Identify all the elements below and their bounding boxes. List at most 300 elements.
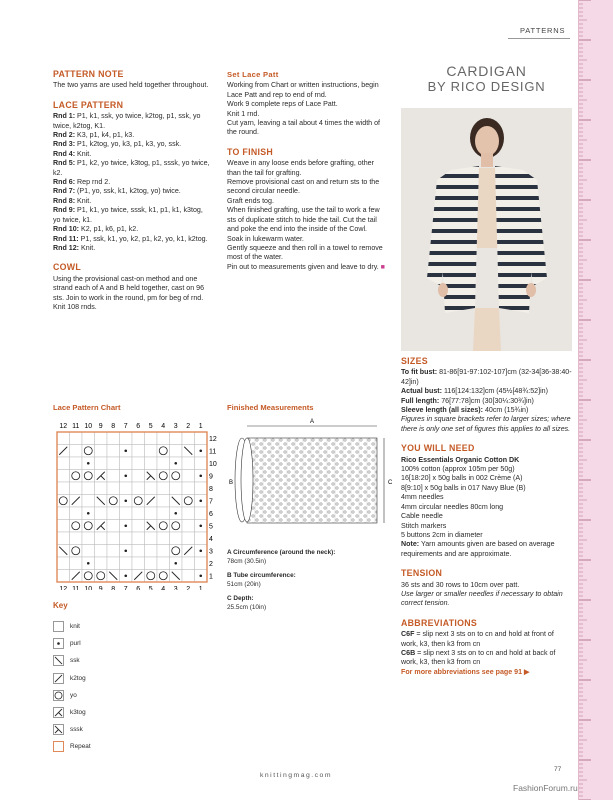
material-item: 16[18:20] x 50g balls in 002 Crème (A) (401, 474, 523, 483)
chart-cell (195, 507, 208, 520)
yarn-name: Rico Essentials Organic Cotton DK (401, 455, 520, 464)
model-photo (401, 108, 572, 351)
size-value: 76[77:78]cm (30[30¼:30¾]in) (439, 396, 534, 405)
chart-cell (107, 457, 120, 470)
chart-col-label: 11 (72, 586, 80, 590)
chart-title: Lace Pattern Chart (53, 403, 121, 412)
dim-b-label: B (229, 480, 234, 486)
chart-cell (157, 545, 170, 558)
chart-cell (157, 532, 170, 545)
measurement-caption (227, 548, 377, 566)
cowl-text-2: Knit 108 rnds. (53, 302, 97, 311)
chart-cell (107, 507, 120, 520)
key-circle-icon (53, 690, 64, 701)
key-label: ssk (70, 657, 80, 665)
lace-row-label: Rnd 6: (53, 178, 76, 187)
left-column (53, 70, 211, 320)
measurement-value: 25.5cm (10in) (227, 604, 267, 611)
chart-symbol-dot (87, 512, 90, 515)
size-line (401, 397, 572, 406)
chart-symbol-dot (87, 462, 90, 465)
chart-symbol-dot (199, 549, 202, 552)
chart-col-label: 8 (111, 586, 116, 590)
chart-cell (145, 532, 158, 545)
lace-row (53, 112, 211, 131)
section-tag-rule (508, 38, 570, 39)
size-label: Full length: (401, 396, 440, 405)
chart-cell (182, 482, 195, 495)
finish-step: Graft ends tog. (227, 196, 274, 205)
chart-row-label: 9 (209, 473, 213, 481)
lace-pattern-rows (53, 112, 211, 253)
page-number: 77 (554, 766, 562, 773)
chart-symbol-dot (124, 574, 127, 577)
key-dot-icon (53, 638, 64, 649)
chart-symbol-dot (174, 512, 177, 515)
chart-cell (57, 532, 70, 545)
chart-cell (182, 570, 195, 583)
finish-step: Pin out to measurements given and leave to dry. ■ (227, 262, 385, 271)
you-will-need-heading: YOU WILL NEED (401, 443, 475, 454)
chart-cell (95, 457, 108, 470)
chart-symbol-dot (124, 549, 127, 552)
key-label: yo (70, 691, 77, 699)
chart-cell (170, 482, 183, 495)
size-line (401, 387, 572, 396)
chart-row-label: 12 (209, 435, 217, 443)
key-label: k3tog (70, 709, 86, 717)
size-value: 116[124:132]cm (45½[48¾:52]in) (442, 387, 548, 396)
chart-cell (132, 557, 145, 570)
lace-row (53, 235, 211, 244)
size-line (401, 406, 572, 415)
chart-col-label: 6 (136, 423, 141, 430)
material-item: Stitch markers (401, 521, 447, 530)
chart-cell (132, 482, 145, 495)
key-repeat-icon (53, 741, 64, 752)
chart-cell (145, 482, 158, 495)
chart-cell (82, 545, 95, 558)
key-sssk-icon (53, 724, 64, 735)
chart-cell (157, 495, 170, 508)
lace-row-label: Rnd 11: (53, 234, 79, 243)
sizes-lines (401, 368, 572, 415)
key-item (53, 721, 91, 738)
chart-cell (195, 482, 208, 495)
to-finish-heading: TO FINISH (227, 146, 274, 157)
abbreviations-heading: ABBREVIATIONS (401, 617, 478, 628)
chart-cell (95, 445, 108, 458)
chart-cell (132, 545, 145, 558)
chart-cell (195, 557, 208, 570)
cardigan-illustration (401, 108, 572, 351)
lace-row (53, 187, 211, 196)
chart-cell (120, 507, 133, 520)
chart-row-label: 2 (209, 560, 213, 568)
materials-list (401, 465, 572, 540)
lace-row-text: Knit. (75, 196, 92, 205)
chart-cell (107, 520, 120, 533)
abbreviation-label: C6F (401, 630, 415, 639)
chart-cell (120, 457, 133, 470)
chart-cell (82, 482, 95, 495)
chart-symbol-dot (87, 562, 90, 565)
measurement-value: 78cm (30.5in) (227, 558, 267, 565)
abbreviation-text: = slip next 3 sts on to cn and hold at back of work, k3, then k3 from cn (401, 648, 556, 667)
lace-row-text: P1, k1, yo twice, sssk, k1, p1, k1, k3tog, yo twice, k1. (53, 206, 203, 224)
lace-row (53, 178, 211, 187)
pattern-note-heading: PATTERN NOTE (53, 69, 124, 79)
chart-cell (132, 432, 145, 445)
lace-row-text: Knit. (75, 149, 92, 158)
lace-row-text: P1, k1, ssk, yo twice, k2tog, p1, ssk, yo twice, k2tog, K1. (53, 112, 201, 130)
finish-step: Weave in any loose ends before grafting, other than the tail for grafting. (227, 159, 374, 177)
to-finish-lines (227, 159, 387, 272)
chart-col-label: 10 (84, 423, 93, 430)
chart-cell (57, 457, 70, 470)
lace-row-label: Rnd 7: (53, 187, 76, 196)
key-title: Key (53, 601, 68, 610)
size-label: Actual bust: (401, 387, 442, 396)
chart-symbol-dot (199, 524, 202, 527)
finished-measurements-diagram (227, 418, 392, 543)
chart-symbol-dot (124, 449, 127, 452)
chart-cell (182, 557, 195, 570)
lace-row-text: Knit. (79, 243, 96, 252)
chart-row-label: 8 (209, 485, 213, 493)
key-blank-icon (53, 621, 64, 632)
more-abbreviations-link[interactable] (401, 668, 572, 677)
chart-symbol-dot (174, 462, 177, 465)
lace-row-label: Rnd 3: (53, 140, 76, 149)
lace-pattern-heading: LACE PATTERN (53, 99, 124, 110)
finished-measurements-captions (227, 548, 377, 617)
chart-cell (57, 570, 70, 583)
measurement-value: 51cm (20in) (227, 581, 261, 588)
chart-cell (145, 545, 158, 558)
chart-cell (107, 557, 120, 570)
chart-col-label: 11 (72, 423, 80, 430)
chart-symbol-dot (124, 499, 127, 502)
chart-cell (107, 482, 120, 495)
lace-row-label: Rnd 9: (53, 206, 76, 215)
tube-opening (241, 438, 253, 522)
ruler (578, 0, 613, 800)
measurement-label: C Depth: (227, 595, 254, 602)
chart-col-label: 7 (123, 423, 128, 430)
sizes-heading: SIZES (401, 356, 428, 366)
key-k3tog-icon (53, 707, 64, 718)
chart-symbol-dot (199, 574, 202, 577)
size-label: Sleeve length (all sizes): (401, 406, 484, 415)
finish-step: Gently squeeze and then roll in a towel to remove most of the water. (227, 243, 383, 262)
set-lace-text-2: Work 9 complete reps of Lace Patt. (227, 100, 338, 109)
chart-cell (95, 545, 108, 558)
chart-cell (70, 445, 83, 458)
lace-row (53, 206, 211, 225)
chart-cell (182, 432, 195, 445)
pattern-title-line1: CARDIGAN (446, 63, 527, 79)
key-label: k2tog (70, 674, 86, 682)
lace-row-label: Rnd 2: (53, 131, 76, 140)
watermark: FashionForum.ru (513, 783, 578, 793)
chart-cell (57, 432, 70, 445)
arrow-right-icon: ▶ (524, 667, 530, 676)
cowl-heading: COWL (53, 262, 82, 273)
chart-cell (57, 482, 70, 495)
abbreviation-label: C6B (401, 648, 416, 657)
materials-note-label: Note: (401, 540, 420, 549)
lace-row (53, 225, 211, 234)
lace-row (53, 131, 211, 140)
dim-c-label: C (388, 480, 392, 486)
chart-cell (182, 507, 195, 520)
chart-col-label: 2 (186, 586, 191, 590)
pattern-note-text: The two yarns are used held together throughout. (53, 81, 209, 90)
chart-cell (195, 432, 208, 445)
chart-cell (170, 532, 183, 545)
lace-row-text: P1, k2tog, yo, k3, p1, k3, yo, ssk. (75, 140, 182, 149)
chart-cell (70, 532, 83, 545)
chart-cell (82, 532, 95, 545)
key-item (53, 704, 91, 721)
chart-cell (107, 445, 120, 458)
chart-cell (157, 432, 170, 445)
chart-cell (132, 445, 145, 458)
lace-row-text: P1, k2, yo twice, k3tog, p1, sssk, yo twice, k2. (53, 159, 210, 177)
chart-cell (120, 557, 133, 570)
chart-cell (132, 532, 145, 545)
size-label: To fit bust: (401, 368, 438, 377)
chart-symbol-dot (174, 562, 177, 565)
key-item (53, 738, 91, 755)
key-backslash-icon (53, 655, 64, 666)
chart-key (53, 618, 91, 756)
chart-col-label: 3 (173, 423, 178, 430)
chart-cell (157, 482, 170, 495)
chart-cell (170, 432, 183, 445)
lace-row (53, 197, 211, 206)
chart-cell (57, 470, 70, 483)
lace-row-label: Rnd 4: (53, 149, 76, 158)
tension-heading: TENSION (401, 568, 443, 579)
key-item (53, 687, 91, 704)
chart-cell (195, 532, 208, 545)
measurement-caption (227, 571, 377, 589)
finish-step: Soak in lukewarm water. (227, 234, 304, 243)
chart-symbol-dot (124, 524, 127, 527)
chart-cell (132, 457, 145, 470)
material-item: 5 buttons 2cm in diameter (401, 530, 483, 539)
chart-col-label: 4 (161, 423, 166, 430)
section-tag: PATTERNS (520, 26, 566, 35)
chart-cell (107, 532, 120, 545)
chart-row-label: 10 (209, 460, 217, 468)
measurement-label: A Circumference (around the neck): (227, 549, 336, 556)
lace-pattern-chart (53, 418, 218, 590)
chart-cell (70, 482, 83, 495)
chart-cell (145, 507, 158, 520)
abbreviation-text: = slip next 3 sts on to cn and hold at front of work, k3, then k3 from cn (401, 630, 554, 648)
chart-row-label: 11 (209, 448, 217, 456)
chart-cell (182, 520, 195, 533)
chart-cell (170, 445, 183, 458)
footer-url[interactable]: knittingmag.com (260, 772, 332, 779)
key-item (53, 635, 91, 652)
dim-a-label: A (309, 419, 315, 425)
pattern-title (401, 63, 572, 103)
chart-symbol-dot (199, 499, 202, 502)
lace-row-label: Rnd 8: (53, 196, 76, 205)
chart-col-label: 12 (59, 586, 68, 590)
chart-cell (120, 482, 133, 495)
chart-cell (145, 557, 158, 570)
chart-col-label: 2 (186, 423, 191, 430)
chart-cell (57, 557, 70, 570)
middle-column (227, 70, 387, 272)
chart-col-label: 12 (59, 423, 68, 430)
chart-cell (95, 482, 108, 495)
chart-cell (120, 432, 133, 445)
key-label: Repeat (70, 743, 91, 751)
chart-col-label: 5 (148, 586, 153, 590)
chart-cell (145, 432, 158, 445)
chart-cell (70, 507, 83, 520)
key-label: knit (70, 623, 80, 631)
tube-body (247, 438, 377, 523)
chart-cell (95, 557, 108, 570)
chart-cell (132, 470, 145, 483)
lace-row (53, 159, 211, 178)
chart-col-label: 1 (198, 423, 203, 430)
ruler-ticks (579, 0, 613, 800)
lace-row-label: Rnd 5: (53, 159, 76, 168)
more-abbreviations-text: For more abbreviations see page 91 (401, 667, 523, 676)
chart-cell (57, 520, 70, 533)
chart-row-label: 3 (209, 548, 213, 556)
size-value: 81-86[91-97:102-107]cm (32-34[36-38:40-42]in) (401, 368, 572, 386)
chart-symbol-dot (199, 474, 202, 477)
lace-row-label: Rnd 12: (53, 243, 80, 252)
set-lace-text-4: Cut yarn, leaving a tail about 4 times the width of the round. (227, 119, 380, 137)
material-item: 8[9:10] x 50g balls in 017 Navy Blue (B) (401, 483, 526, 492)
key-label: sssk (70, 726, 83, 734)
chart-cell (182, 470, 195, 483)
measurement-label: B Tube circumference: (227, 572, 296, 579)
finish-step: When finished grafting, use the tail to work a few sts of duplicate stitch to hide the tail. Cut the tail and poke the end into the inside of the Cowl. (227, 206, 380, 234)
chart-cell (82, 495, 95, 508)
lace-row (53, 150, 211, 159)
finished-measurements-title: Finished Measurements (227, 403, 314, 412)
abbreviation-item (401, 630, 572, 649)
key-slash-icon (53, 673, 64, 684)
chart-cell (157, 507, 170, 520)
lace-row-label: Rnd 10: (53, 225, 80, 234)
size-line (401, 368, 572, 387)
chart-col-label: 9 (98, 423, 103, 430)
key-item (53, 670, 91, 687)
chart-cell (82, 432, 95, 445)
measurement-caption (227, 594, 377, 612)
size-value: 40cm (15¾in) (483, 406, 529, 415)
chart-cell (182, 532, 195, 545)
chart-cell (132, 507, 145, 520)
chart-cell (95, 507, 108, 520)
chart-col-label: 1 (198, 586, 203, 590)
set-lace-text-1: Working from Chart or written instructions, begin Lace Patt and rep to end of rnd. (227, 81, 379, 99)
sizes-note: Figures in square brackets refer to larger sizes; where there is only one set of figures this applies to all sizes. (401, 415, 571, 433)
chart-row-label: 5 (209, 523, 213, 531)
chart-col-label: 9 (98, 586, 103, 590)
lace-row-text: (P1, yo, ssk, k1, k2tog, yo) twice. (75, 187, 181, 196)
materials-note (401, 540, 572, 559)
chart-cell (145, 457, 158, 470)
set-lace-text-3: Knit 1 rnd. (227, 109, 260, 118)
abbreviation-item (401, 649, 572, 668)
set-lace-heading: Set Lace Patt (227, 70, 279, 79)
chart-cell (120, 532, 133, 545)
chart-cell (145, 445, 158, 458)
lace-row-text: P1, ssk, k1, yo, k2, p1, k2, yo, k1, k2tog. (78, 234, 208, 243)
chart-cell (57, 507, 70, 520)
lace-row-text: K3, p1, k4, p1, k3. (75, 131, 135, 140)
chart-col-label: 6 (136, 586, 141, 590)
abbreviations-list (401, 630, 572, 668)
lace-row (53, 244, 211, 253)
lace-row-text: Rep rnd 2. (75, 178, 111, 187)
chart-col-label: 4 (161, 586, 166, 590)
chart-cell (95, 432, 108, 445)
end-mark-icon: ■ (378, 262, 385, 271)
tension-note: Use larger or smaller needles if necessary to obtain correct tension. (401, 589, 563, 608)
chart-row-label: 7 (209, 498, 213, 506)
chart-cell (195, 457, 208, 470)
chart-cell (70, 432, 83, 445)
key-item (53, 618, 91, 635)
chart-symbol-dot (199, 449, 202, 452)
chart-row-label: 1 (209, 573, 213, 581)
chart-col-label: 10 (84, 586, 93, 590)
key-label: purl (70, 640, 81, 648)
lace-row-label: Rnd 1: (53, 112, 76, 121)
material-item: Cable needle (401, 512, 443, 521)
chart-symbol-dot (124, 474, 127, 477)
pattern-title-line2: BY RICO DESIGN (427, 79, 546, 94)
material-item: 4mm circular needles 80cm long (401, 502, 504, 511)
chart-col-label: 3 (173, 586, 178, 590)
chart-cell (132, 520, 145, 533)
chart-cell (157, 457, 170, 470)
lace-row (53, 140, 211, 149)
finish-step: Remove provisional cast on and return sts to the second circular needle. (227, 178, 380, 196)
tension-text: 36 sts and 30 rows to 10cm over patt. (401, 580, 520, 589)
key-item (53, 652, 91, 669)
materials-note-text: Yarn amounts given are based on average requirements and are approximate. (401, 540, 555, 558)
chart-cell (157, 557, 170, 570)
material-item: 4mm needles (401, 493, 444, 502)
lace-row-text: K2, p1, k6, p1, k2. (79, 225, 139, 234)
chart-row-label: 6 (209, 510, 213, 518)
right-column (401, 357, 572, 677)
chart-row-label: 4 (209, 535, 213, 543)
chart-cell (182, 457, 195, 470)
chart-cell (70, 457, 83, 470)
chart-col-label: 8 (111, 423, 116, 430)
material-item: 100% cotton (approx 105m per 50g) (401, 465, 515, 474)
chart-cell (107, 470, 120, 483)
cowl-text-1: Using the provisional cast-on method and one strand each of A and B held together, cast on 96 sts. Join to work in the round, pm for beg of rnd. (53, 274, 205, 302)
chart-col-label: 7 (123, 586, 128, 590)
